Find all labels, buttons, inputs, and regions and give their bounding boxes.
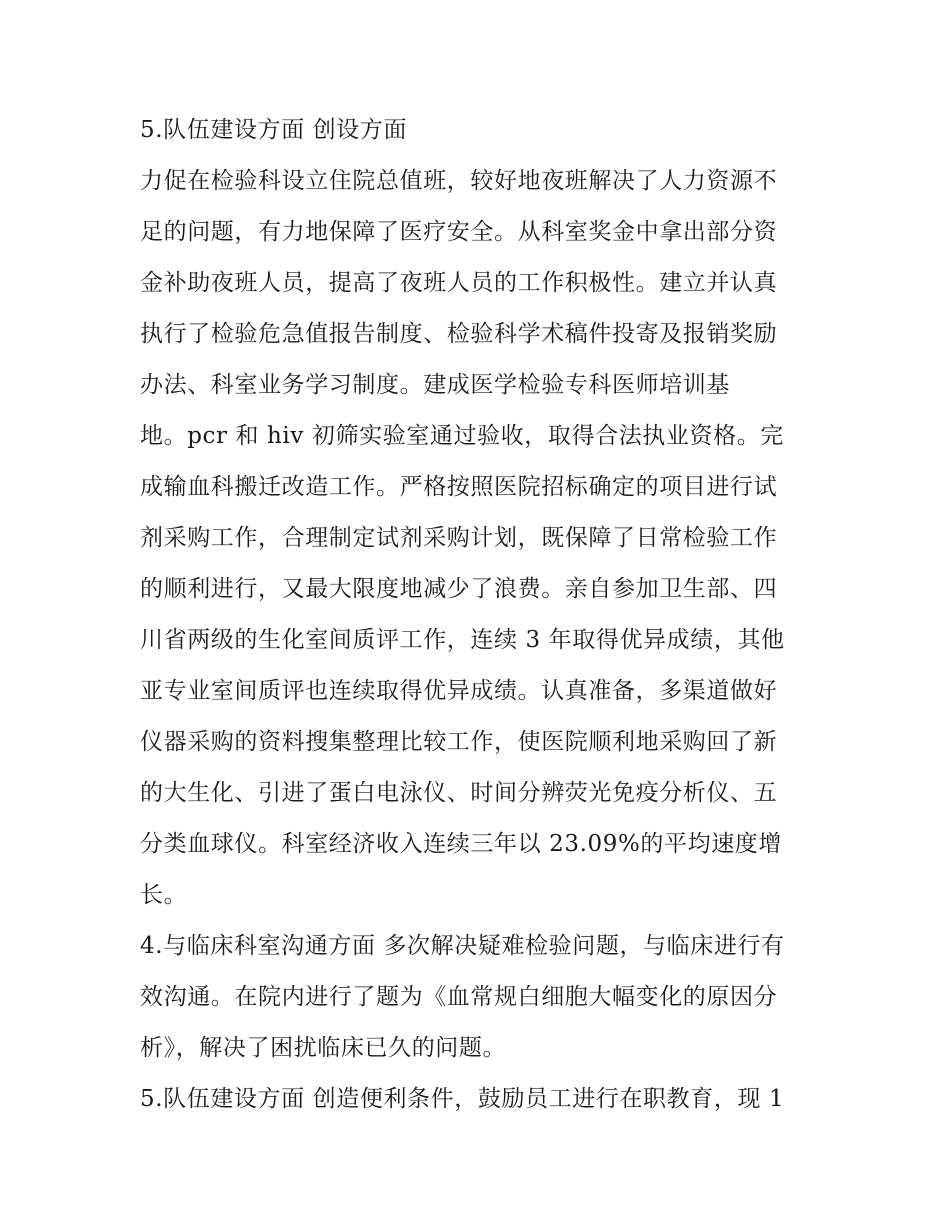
paragraph-line: 成输血科搬迁改造工作。严格按照医院招标确定的项目进行试	[140, 474, 778, 500]
paragraph-line: 效沟通。在院内进行了题为《血常规白细胞大幅变化的原因分	[140, 984, 778, 1010]
paragraph-line: 长。	[140, 882, 188, 908]
paragraph-line: 力促在检验科设立住院总值班，较好地夜班解决了人力资源不	[140, 168, 778, 194]
paragraph-line: 分类血球仪。科室经济收入连续三年以 23.09%的平均速度增	[140, 831, 783, 857]
paragraph-line: 办法、科室业务学习制度。建成医学检验专科医师培训基	[140, 372, 730, 398]
paragraph-line: 足的问题，有力地保障了医疗安全。从科室奖金中拿出部分资	[140, 219, 778, 245]
paragraph-line: 析》，解决了困扰临床已久的问题。	[140, 1035, 507, 1061]
paragraph-line: 的大生化、引进了蛋白电泳仪、时间分辨荧光免疫分析仪、五	[140, 780, 778, 806]
paragraph-line: 的顺利进行，又最大限度地减少了浪费。亲自参加卫生部、四	[140, 576, 778, 602]
paragraph-line: 剂采购工作，合理制定试剂采购计划，既保障了日常检验工作	[140, 525, 778, 551]
section-heading-clinical-communication: 4.与临床科室沟通方面 多次解决疑难检验问题，与临床进行有	[140, 933, 785, 959]
paragraph-line: 仪器采购的资料搜集整理比较工作，使医院顺利地采购回了新	[140, 729, 778, 755]
paragraph-line: 执行了检验危急值报告制度、检验科学术稿件投寄及报销奖励	[140, 321, 778, 347]
paragraph-line: 地。pcr 和 hiv 初筛实验室通过验收，取得合法执业资格。完	[140, 423, 784, 449]
paragraph-line: 川省两级的生化室间质评工作，连续 3 年取得优异成绩，其他	[140, 627, 785, 653]
section-heading-team-building-2: 5.队伍建设方面 创造便利条件，鼓励员工进行在职教育，现 1	[140, 1086, 785, 1112]
section-heading-team-building: 5.队伍建设方面 创设方面	[140, 117, 408, 143]
paragraph-line: 金补助夜班人员，提高了夜班人员的工作积极性。建立并认真	[140, 270, 778, 296]
paragraph-line: 亚专业室间质评也连续取得优异成绩。认真准备，多渠道做好	[140, 678, 778, 704]
